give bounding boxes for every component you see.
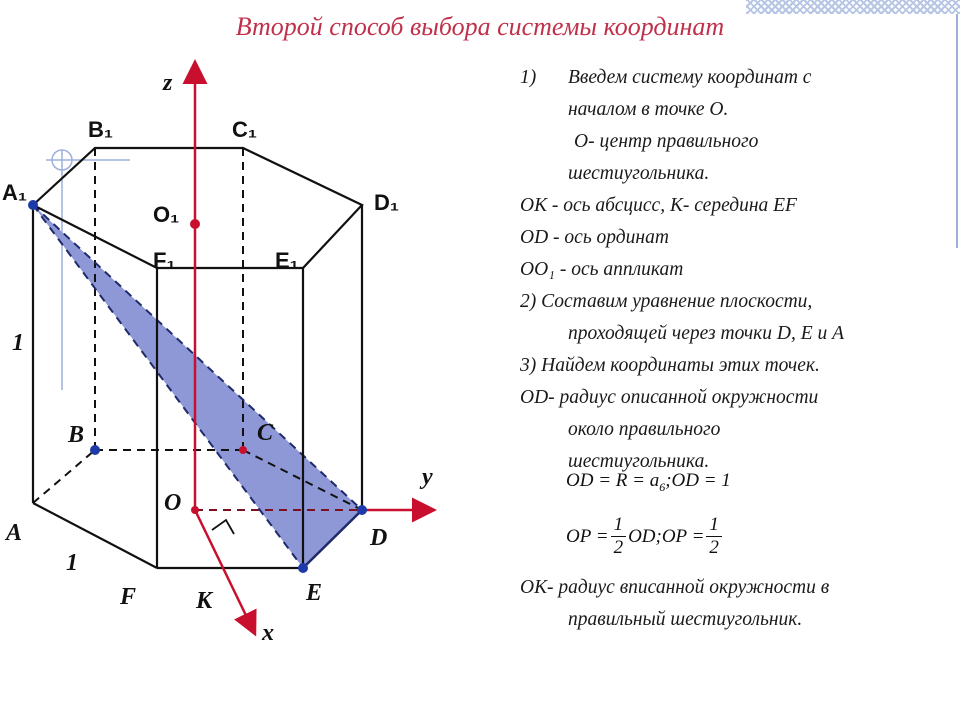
point-o — [191, 506, 199, 514]
step1-line4: шестиугольника. — [568, 163, 710, 184]
point-e — [298, 563, 308, 573]
decorative-line — [956, 14, 958, 248]
step3-line: 3) Найдем координаты этих точек. — [520, 355, 820, 376]
top-hexagon — [33, 148, 362, 268]
label-b1: B₁ — [88, 117, 113, 142]
od-radius-line3: шестиугольника. — [568, 451, 710, 472]
label-c: C — [257, 420, 274, 446]
label-x-axis: x — [262, 620, 274, 646]
label-o1: O₁ — [153, 202, 180, 227]
od-radius-line1: OD- радиус описанной окружности — [520, 387, 819, 408]
label-k: К — [196, 588, 213, 614]
label-e1: E₁ — [275, 248, 299, 273]
point-o1 — [190, 219, 200, 229]
fraction-one-half-2: $\frac{1}{2}$ — [706, 514, 722, 559]
step1-line2: началом в точке О. — [568, 99, 729, 120]
formula-od: OD = $R = a_6;OD = 1$ — [566, 470, 731, 494]
point-a1 — [28, 200, 38, 210]
edge-a-b — [33, 450, 95, 503]
solution-text — [520, 62, 950, 478]
label-height: 1 — [12, 330, 24, 356]
step2-line2: проходящей через точки D, E и A — [568, 323, 845, 344]
step1-line1: 1) Введем систему координат с — [520, 67, 812, 88]
point-d — [357, 505, 367, 515]
edge-a-f — [33, 503, 157, 568]
label-a: A — [6, 520, 23, 546]
oo1-axis-line: OO₁ - ось аппликат — [520, 259, 684, 280]
od-radius-line2: около правильного — [568, 419, 721, 440]
label-o: O — [164, 490, 182, 516]
label-d: D — [370, 525, 388, 551]
label-a1: A₁ — [2, 180, 27, 205]
label-f: F — [120, 584, 137, 610]
label-b: B — [68, 422, 85, 448]
point-c — [239, 446, 247, 454]
ok-axis-line: ОК - ось абсцисс, К- середина ЕF — [520, 195, 797, 216]
label-z-axis: z — [163, 70, 173, 96]
step1-line3: О- центр правильного — [574, 131, 759, 152]
fraction-one-half: $\frac{1}{2}$ — [611, 514, 627, 559]
label-f1: F₁ — [153, 248, 176, 273]
ok-radius-text — [520, 572, 950, 636]
ok-radius-line2: правильный шестиугольник. — [568, 609, 803, 630]
ok-radius-line1: ОК- радиус вписанной окружности в — [520, 577, 830, 598]
step2-line1: 2) Составим уравнение плоскости, — [520, 291, 813, 312]
slide-title: Второй способ выбора системы координат — [235, 12, 725, 41]
od-axis-line: OD - ось ординат — [520, 227, 669, 248]
right-angle-mark — [212, 520, 234, 534]
label-y-axis: y — [422, 464, 433, 490]
formula-op: OP = $\frac{1}{2}$ OD;OP = $\frac{1}{2}$ — [566, 514, 724, 559]
label-edge: 1 — [66, 550, 78, 576]
label-d1: D₁ — [374, 190, 399, 215]
point-b — [90, 445, 100, 455]
label-c1: C₁ — [232, 117, 257, 142]
label-e: E — [306, 580, 323, 606]
